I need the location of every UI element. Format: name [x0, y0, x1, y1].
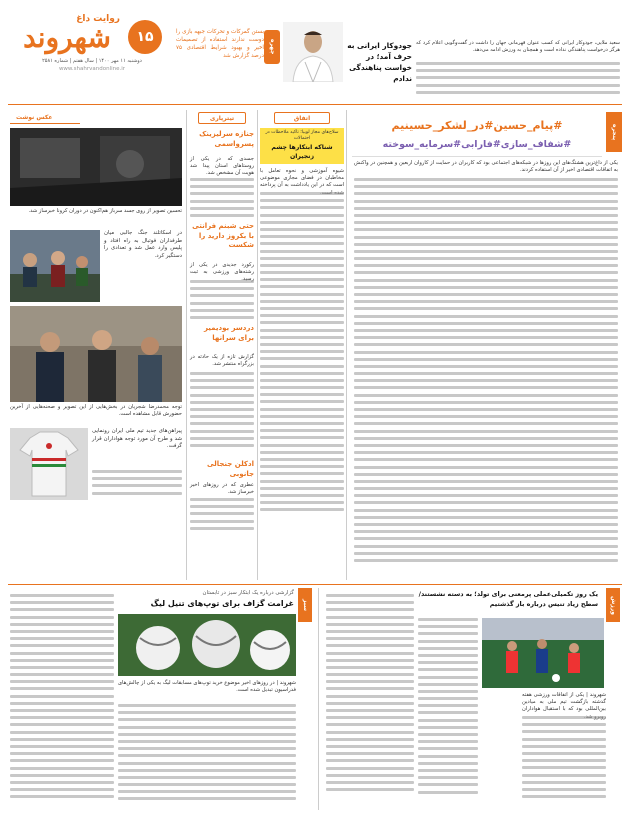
divider-bottom-center [318, 588, 319, 810]
profile-pill-label: چهره [264, 30, 280, 64]
main-story [350, 110, 622, 580]
brief-body-4: عطری که در روزهای اخیر خبرساز شد. [190, 482, 254, 496]
special-box [260, 110, 344, 580]
divider-col-3 [346, 110, 347, 580]
main-story-body-lines [354, 178, 618, 576]
divider-col-2 [257, 110, 258, 580]
bottom-right-story [322, 588, 622, 812]
bottom-right-headline: یک روز تکمیلی‌عملی پرمعنی برای تولد؛ به دسته نشستند/ سطح زیاد تنیس درباره باز گذشتیم [418, 590, 598, 608]
special-box-intro: سلاح‌های مجاز لوبیا؛ تاکید ملاحظات در احتمالات [265, 130, 339, 141]
bottom-right-col3 [326, 594, 414, 808]
masthead-divider [8, 104, 622, 105]
special-box-label: اتفاق [274, 112, 330, 124]
website-link[interactable]: www.shahrvandonline.ir [58, 66, 126, 72]
bottom-right-body: شهروند | یکی از اتفاقات ورزشی هفته گذشته بازگشت تیم ملی به میادین بین‌المللی بود که با استقبال هواداران [522, 692, 606, 713]
photo-tennis-balls [118, 614, 296, 676]
briefs-column [188, 110, 255, 580]
divider-col-1 [186, 110, 187, 580]
issue-line: دوشنبه ۱۱ مهر ۱۴۰۰ | سال هفتم | شماره ۲۵۸۱ [42, 58, 142, 64]
brief-title-1: جنازه سرلیزینک پسرواسمی [199, 130, 254, 148]
bottom-left-headline: غرامت گزاف برای توپ‌های تنیل لیگ [150, 599, 294, 608]
photo-caption-3: توجه محمدرضا شجریان در بخش‌هایی از این تصویر و صحنه‌هایی از آخرین حضورش قابل مشاهده است. [10, 404, 182, 418]
bottom-right-col2 [418, 618, 478, 808]
photo-caption-4: پیراهن‌های جدید تیم ملی ایران رونمایی شد و طرح آن مورد توجه هواداران قرار گرفت. [92, 428, 182, 450]
bottom-left-story [8, 588, 314, 812]
bottom-left-col2 [10, 594, 114, 808]
photo-caption-2: در اسکاتلند جنگ جالبی میان طرفداران فوتبال به راه افتاد و پلیس وارد عمل شد و تعدادی را دستگیر کرد. [104, 230, 182, 259]
special-box-header [260, 128, 344, 164]
photo-football-match [482, 618, 604, 688]
photo-caption-1: تحسین تصویر از روی جسد سرباز هم‌اکنون در دوران کرونا خبرساز شد. [28, 208, 182, 214]
special-box-heading: شناکه ابتکارها چشم زنجیران [271, 144, 333, 160]
profile-body: سعید ملایی، جودوکار ایرانی که کسب عنوان قهرمانی جهان را داشت در گفت‌وگویی اعلام کرد که هرگز درخواست پناهندگی نداده است و همچنان به ورزش ادامه می‌دهد. [416, 40, 620, 100]
brief-body-2: رکورد جدیدی در یکی از رشته‌های ورزشی به ثبت [190, 262, 254, 276]
page-number-badge: ۱۵ [128, 20, 162, 54]
masthead [0, 0, 630, 108]
photo-stadium-crowd [10, 230, 100, 302]
special-box-filler [260, 192, 344, 522]
bottom-left-body: شهروند | در روزهای اخیر موضوع خرید توپ‌های مسابقات لیگ به یکی از چالش‌های فدراسیون تبدیل شده است. [118, 680, 296, 694]
logo-top-text: روایت داغ [76, 14, 120, 24]
briefs-label: تیترپاری [198, 112, 246, 124]
logo-block [12, 14, 172, 86]
photo-team-jersey [10, 428, 88, 500]
profile-headline: جودوکار ایرانی به حرف آمد؛ در خواست پناهندگی ندادم [347, 41, 412, 83]
photo-car-interior [10, 128, 182, 206]
brief-title-2: حتی شبنم فرانتی با بکروز دارید را شکست [192, 222, 254, 249]
photo-column-filler [92, 470, 182, 500]
main-story-side-tag: پنجره [606, 112, 622, 152]
bottom-left-kicker: گزارشی درباره یک ابتکار سبز در تابستان [202, 590, 294, 596]
main-story-body: یکی از داغ‌ترین هشتگ‌های این روزها در شبکه‌های اجتماعی بود که کاربران در حمایت از کاروان اربعین و همچنین در واکنش به اتفاقات اقتصادی اخیر از آن استفاده کردند. [354, 160, 618, 174]
photo-column-label: عکس نوشت [10, 112, 80, 124]
profile-photo [283, 22, 343, 82]
bottom-left-tag: سبز [298, 588, 312, 622]
brief-title-3: دردسر بودیمیر برای سرانها [203, 324, 254, 342]
special-box-body: شیوه آموزشی و نحوه تعامل با مخاطبان در فضای مجازی موضوعی است که در این یادداشت به آن پرداخته [260, 168, 344, 189]
teaser-text: بستن گمرکات و تحرکات جبهه بازی را دوست ندارند استفاده از تصمیمات اخیر و بهبود شرایط اقتصادی ۷۵ درصد گزارش شد [176, 29, 264, 59]
brief-title-4: ادکلن جنجالی جانوبی [207, 460, 254, 478]
main-story-subtitle: #شفاف_سازی#فارابی#سرمایه_سوخته [382, 139, 572, 150]
main-story-kicker: #پیام_حسین#در_لشکر_حسینیم [391, 119, 563, 132]
logo-wordmark: شهروند [23, 21, 111, 54]
bottom-divider [8, 584, 622, 585]
bottom-right-tag: ورزش [606, 588, 620, 622]
photo-column [8, 110, 184, 580]
photo-officials-meeting [10, 306, 182, 402]
brief-body-1: جسدی که در یکی از روستاهای استان پیدا شد هویت آن مشخص شد. [190, 156, 254, 177]
brief-body-3: گزارش تازه از یک حادثه در بزرگراه منتشر شد. [190, 354, 254, 368]
